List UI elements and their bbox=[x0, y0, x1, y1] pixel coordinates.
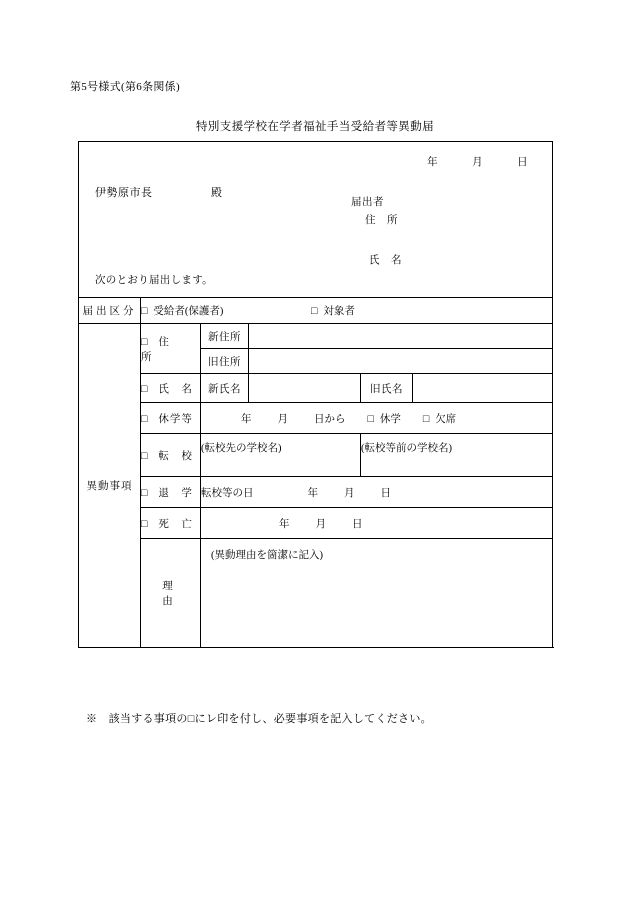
withdraw-detail bbox=[201, 477, 553, 508]
ido-label: 異動事項 bbox=[79, 324, 141, 648]
checkbox-icon[interactable]: □ bbox=[367, 413, 374, 425]
leave-day-label: 日から bbox=[314, 413, 346, 425]
checkbox-icon[interactable]: □ bbox=[311, 306, 318, 317]
checkbox-icon[interactable]: □ bbox=[141, 413, 149, 425]
kubun-label: 届出区分 bbox=[79, 298, 141, 324]
transfer-to-school[interactable]: (転校先の学校名) bbox=[201, 434, 361, 477]
withdraw-label: 退 学 bbox=[158, 487, 193, 499]
leave-detail bbox=[201, 403, 553, 434]
kubun-option-target[interactable] bbox=[311, 306, 355, 317]
submitter-name-label: 氏 名 bbox=[369, 255, 402, 266]
submission-date bbox=[427, 154, 528, 169]
old-name-value[interactable] bbox=[413, 374, 553, 403]
name-row bbox=[79, 374, 553, 403]
old-address-value[interactable] bbox=[249, 349, 553, 374]
recipient-name: 伊勢原市長 bbox=[95, 187, 153, 199]
kubun-option-recipient-label: 受給者(保護者) bbox=[153, 306, 224, 317]
new-address-label: 新住所 bbox=[201, 324, 249, 349]
withdraw-year-label: 年 bbox=[307, 487, 318, 499]
kubun-options bbox=[141, 298, 553, 324]
address-label-cell[interactable] bbox=[141, 324, 201, 374]
death-row bbox=[79, 508, 553, 539]
submission-statement: 次のとおり届出します。 bbox=[95, 275, 213, 286]
name-label-cell[interactable] bbox=[141, 374, 201, 403]
date-year-label: 年 bbox=[427, 157, 439, 168]
death-year-label: 年 bbox=[279, 518, 290, 530]
kubun-option-recipient[interactable] bbox=[141, 303, 311, 318]
checkbox-icon[interactable]: □ bbox=[141, 306, 148, 317]
withdraw-date-label: 転校等の日 bbox=[201, 487, 254, 499]
recipient-honorific: 殿 bbox=[211, 187, 223, 199]
death-label: 死 亡 bbox=[158, 518, 193, 530]
checkbox-icon[interactable]: □ bbox=[141, 450, 149, 462]
new-address-value[interactable] bbox=[249, 324, 553, 349]
withdraw-month-label: 月 bbox=[344, 487, 355, 499]
leave-label-cell[interactable] bbox=[141, 403, 201, 434]
old-name-label: 旧氏名 bbox=[361, 374, 413, 403]
checkbox-icon[interactable]: □ bbox=[141, 518, 149, 530]
checkbox-icon[interactable]: □ bbox=[422, 413, 430, 425]
transfer-label: 転 校 bbox=[158, 450, 193, 462]
reason-input[interactable] bbox=[201, 539, 553, 648]
old-address-label: 旧住所 bbox=[201, 349, 249, 374]
checkbox-icon[interactable]: □ bbox=[141, 487, 149, 499]
leave-option-absence[interactable] bbox=[368, 414, 401, 425]
document-title: 特別支援学校在学者福祉手当受給者等異動届 bbox=[196, 121, 434, 133]
header-row bbox=[79, 142, 553, 298]
leave-option-absence-label: 休学 bbox=[379, 413, 401, 425]
leave-row bbox=[79, 403, 553, 434]
date-month-label: 月 bbox=[472, 157, 484, 168]
withdraw-day-label: 日 bbox=[380, 487, 391, 499]
recipient-line bbox=[95, 184, 223, 200]
transfer-from-school[interactable]: (転校等前の学校名) bbox=[361, 434, 553, 477]
checkbox-icon[interactable]: □ bbox=[141, 383, 149, 395]
date-day-label: 日 bbox=[517, 157, 529, 168]
reason-row bbox=[79, 539, 553, 648]
kubun-option-target-label: 対象者 bbox=[323, 306, 355, 317]
withdraw-label-cell[interactable] bbox=[141, 477, 201, 508]
transfer-label-cell[interactable] bbox=[141, 434, 201, 477]
death-month-label: 月 bbox=[315, 518, 326, 530]
new-name-value[interactable] bbox=[249, 374, 361, 403]
leave-option-missing-label: 欠席 bbox=[435, 413, 457, 425]
submitter-address-label: 住 所 bbox=[365, 215, 398, 226]
withdraw-row bbox=[79, 477, 553, 508]
form-number: 第5号様式(第6条関係) bbox=[70, 81, 180, 93]
address-label: 住 所 bbox=[141, 336, 193, 363]
transfer-row bbox=[79, 434, 553, 477]
death-day-label: 日 bbox=[352, 518, 363, 530]
checkbox-icon[interactable]: □ bbox=[141, 336, 149, 348]
name-label: 氏 名 bbox=[158, 383, 193, 395]
leave-option-missing[interactable] bbox=[423, 414, 456, 425]
leave-label: 休学等 bbox=[158, 413, 193, 425]
death-detail bbox=[201, 508, 553, 539]
submitter-label: 届出者 bbox=[351, 197, 384, 208]
reason-label: 理 由 bbox=[141, 539, 201, 648]
death-label-cell[interactable] bbox=[141, 508, 201, 539]
footnote: ※ 該当する事項の□にレ印を付し、必要事項を記入してください。 bbox=[86, 713, 432, 725]
header-block bbox=[79, 142, 553, 298]
reason-note: (異動理由を箇潔に記入) bbox=[211, 550, 323, 561]
main-form-table bbox=[78, 141, 553, 648]
leave-month-label: 月 bbox=[277, 413, 288, 425]
leave-year-label: 年 bbox=[241, 413, 252, 425]
new-name-label: 新氏名 bbox=[201, 374, 249, 403]
address-new-row bbox=[79, 324, 553, 349]
kubun-row bbox=[79, 298, 553, 324]
